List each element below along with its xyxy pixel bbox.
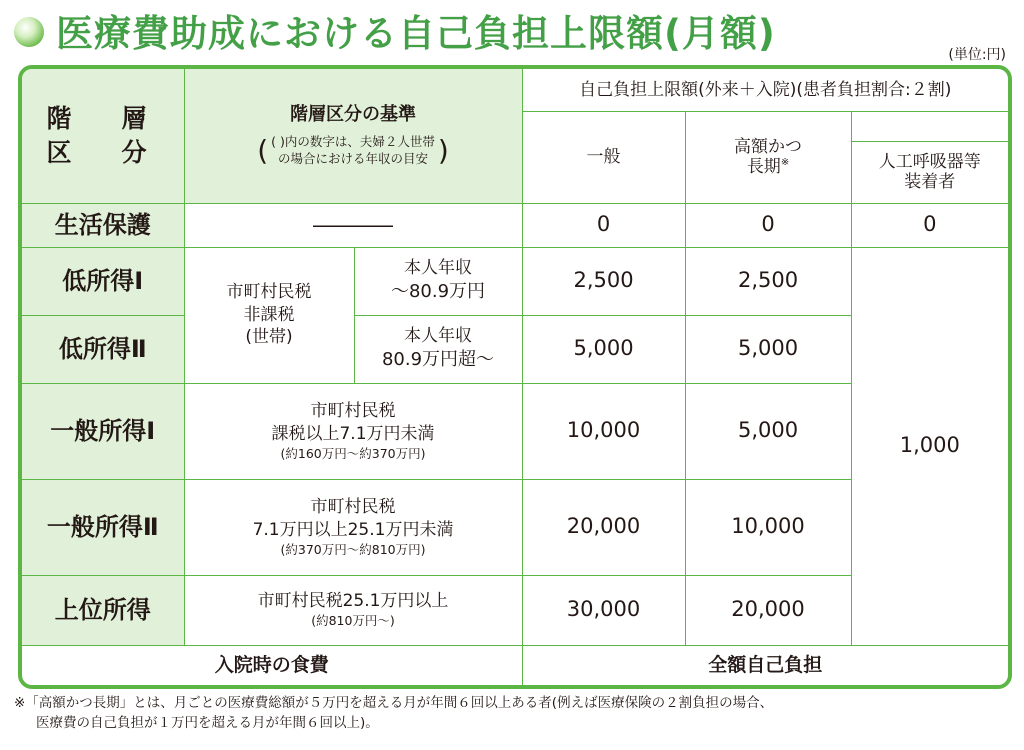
col-ventilator-header (851, 141, 1008, 203)
gen2-line1: 市町村民税 (310, 496, 396, 517)
gen2-general: 20,000 (522, 479, 685, 575)
gen2-high: 10,000 (685, 479, 851, 575)
row-label-welfare: 生活保護 (22, 203, 184, 247)
gen2-line2: 7.1万円以上25.1万円未満 (252, 519, 454, 540)
tier-header-line2: 区 分 (46, 137, 159, 167)
upper-line2: (約810万円～) (311, 613, 395, 629)
note-open-bracket: ( (257, 133, 269, 167)
table-row (22, 645, 1008, 685)
footnote-line2: 医療費の自己負担が１万円を超える月が年間６回以上)。 (36, 715, 379, 732)
low-shared-line3: (世帯) (245, 327, 293, 348)
upper-high: 20,000 (685, 575, 851, 645)
page-title: 医療費助成における自己負担上限額(月額) (56, 12, 776, 55)
tier-header-cell (22, 69, 184, 203)
row-label-low2: 低所得Ⅱ (22, 315, 184, 383)
welfare-criteria: ―――― (184, 203, 522, 247)
footnote-line1: ※「高額かつ長期」とは、月ごとの医療費総額が５万円を超える月が年間６回以上ある者(例えば医療保険の２割負担の場合、 (14, 695, 774, 711)
low2-high: 5,000 (685, 315, 851, 383)
low1-general: 2,500 (522, 247, 685, 315)
row-label-upper: 上位所得 (22, 575, 184, 645)
criteria-note-line2: の場合における年収の目安 (278, 150, 429, 166)
tier-header-line1: 階 層 (46, 104, 159, 133)
meal-label: 入院時の食費 (22, 645, 522, 685)
row-label-gen1: 一般所得Ⅰ (22, 383, 184, 479)
low1-high: 2,500 (685, 247, 851, 315)
welfare-ventilator: 0 (851, 203, 1008, 247)
welfare-general: 0 (522, 203, 685, 247)
low-shared-line2: 非課税 (243, 304, 295, 325)
low-shared-line1: 市町村民税 (226, 281, 312, 302)
low1-income-line2: ～80.9万円 (390, 281, 486, 303)
gen1-general: 10,000 (522, 383, 685, 479)
col-high-longterm-header (685, 111, 851, 203)
criteria-note-line1: ( )内の数字は、夫婦２人世帯 (271, 133, 435, 149)
ventilator-header-spacer (851, 111, 1008, 141)
footnote (14, 693, 773, 734)
low2-income (354, 315, 522, 383)
gen1-high: 5,000 (685, 383, 851, 479)
footnote-mark: ※ (780, 157, 790, 168)
cost-limit-table (18, 65, 1012, 689)
col-ventilator-line2: 装着者 (904, 172, 956, 192)
gen2-criteria (184, 479, 522, 575)
low-income-shared-criteria (184, 247, 354, 383)
gen1-criteria (184, 383, 522, 479)
col-high-line2: 長期 (746, 157, 781, 177)
ventilator-shared-value: 1,000 (851, 247, 1008, 645)
row-label-low1: 低所得Ⅰ (22, 247, 184, 315)
gen1-line2: 課税以上7.1万円未満 (271, 423, 435, 444)
low2-income-line2: 80.9万円超～ (381, 349, 495, 371)
low1-income (354, 247, 522, 315)
criteria-header-cell (184, 69, 522, 203)
upper-criteria (184, 575, 522, 645)
col-general-header: 一般 (522, 111, 685, 203)
criteria-header-note (257, 134, 449, 168)
criteria-header-title: 階層区分の基準 (290, 104, 416, 126)
upper-general: 30,000 (522, 575, 685, 645)
low2-income-line1: 本人年収 (404, 326, 472, 347)
green-circle-bullet-icon (14, 17, 44, 47)
gen2-line3: (約370万円～約810万円) (280, 541, 426, 557)
upper-line1: 市町村民税25.1万円以上 (257, 591, 449, 612)
table-row (22, 203, 1008, 247)
gen1-line1: 市町村民税 (310, 400, 396, 421)
low1-income-line1: 本人年収 (404, 258, 472, 279)
unit-label: (単位:円) (948, 47, 1006, 63)
col-high-line1: 高額かつ (734, 136, 803, 157)
meal-value: 全額自己負担 (522, 645, 1008, 685)
row-label-gen2: 一般所得Ⅱ (22, 479, 184, 575)
table-row (22, 247, 1008, 315)
welfare-high: 0 (685, 203, 851, 247)
gen1-line3: (約160万円～約370万円) (280, 445, 426, 461)
title-row (14, 4, 776, 56)
col-ventilator-line1: 人工呼吸器等 (878, 151, 981, 172)
note-close-bracket: ) (437, 133, 449, 167)
limit-header: 自己負担上限額(外来＋入院)(患者負担割合:２割) (522, 69, 1008, 111)
low2-general: 5,000 (522, 315, 685, 383)
